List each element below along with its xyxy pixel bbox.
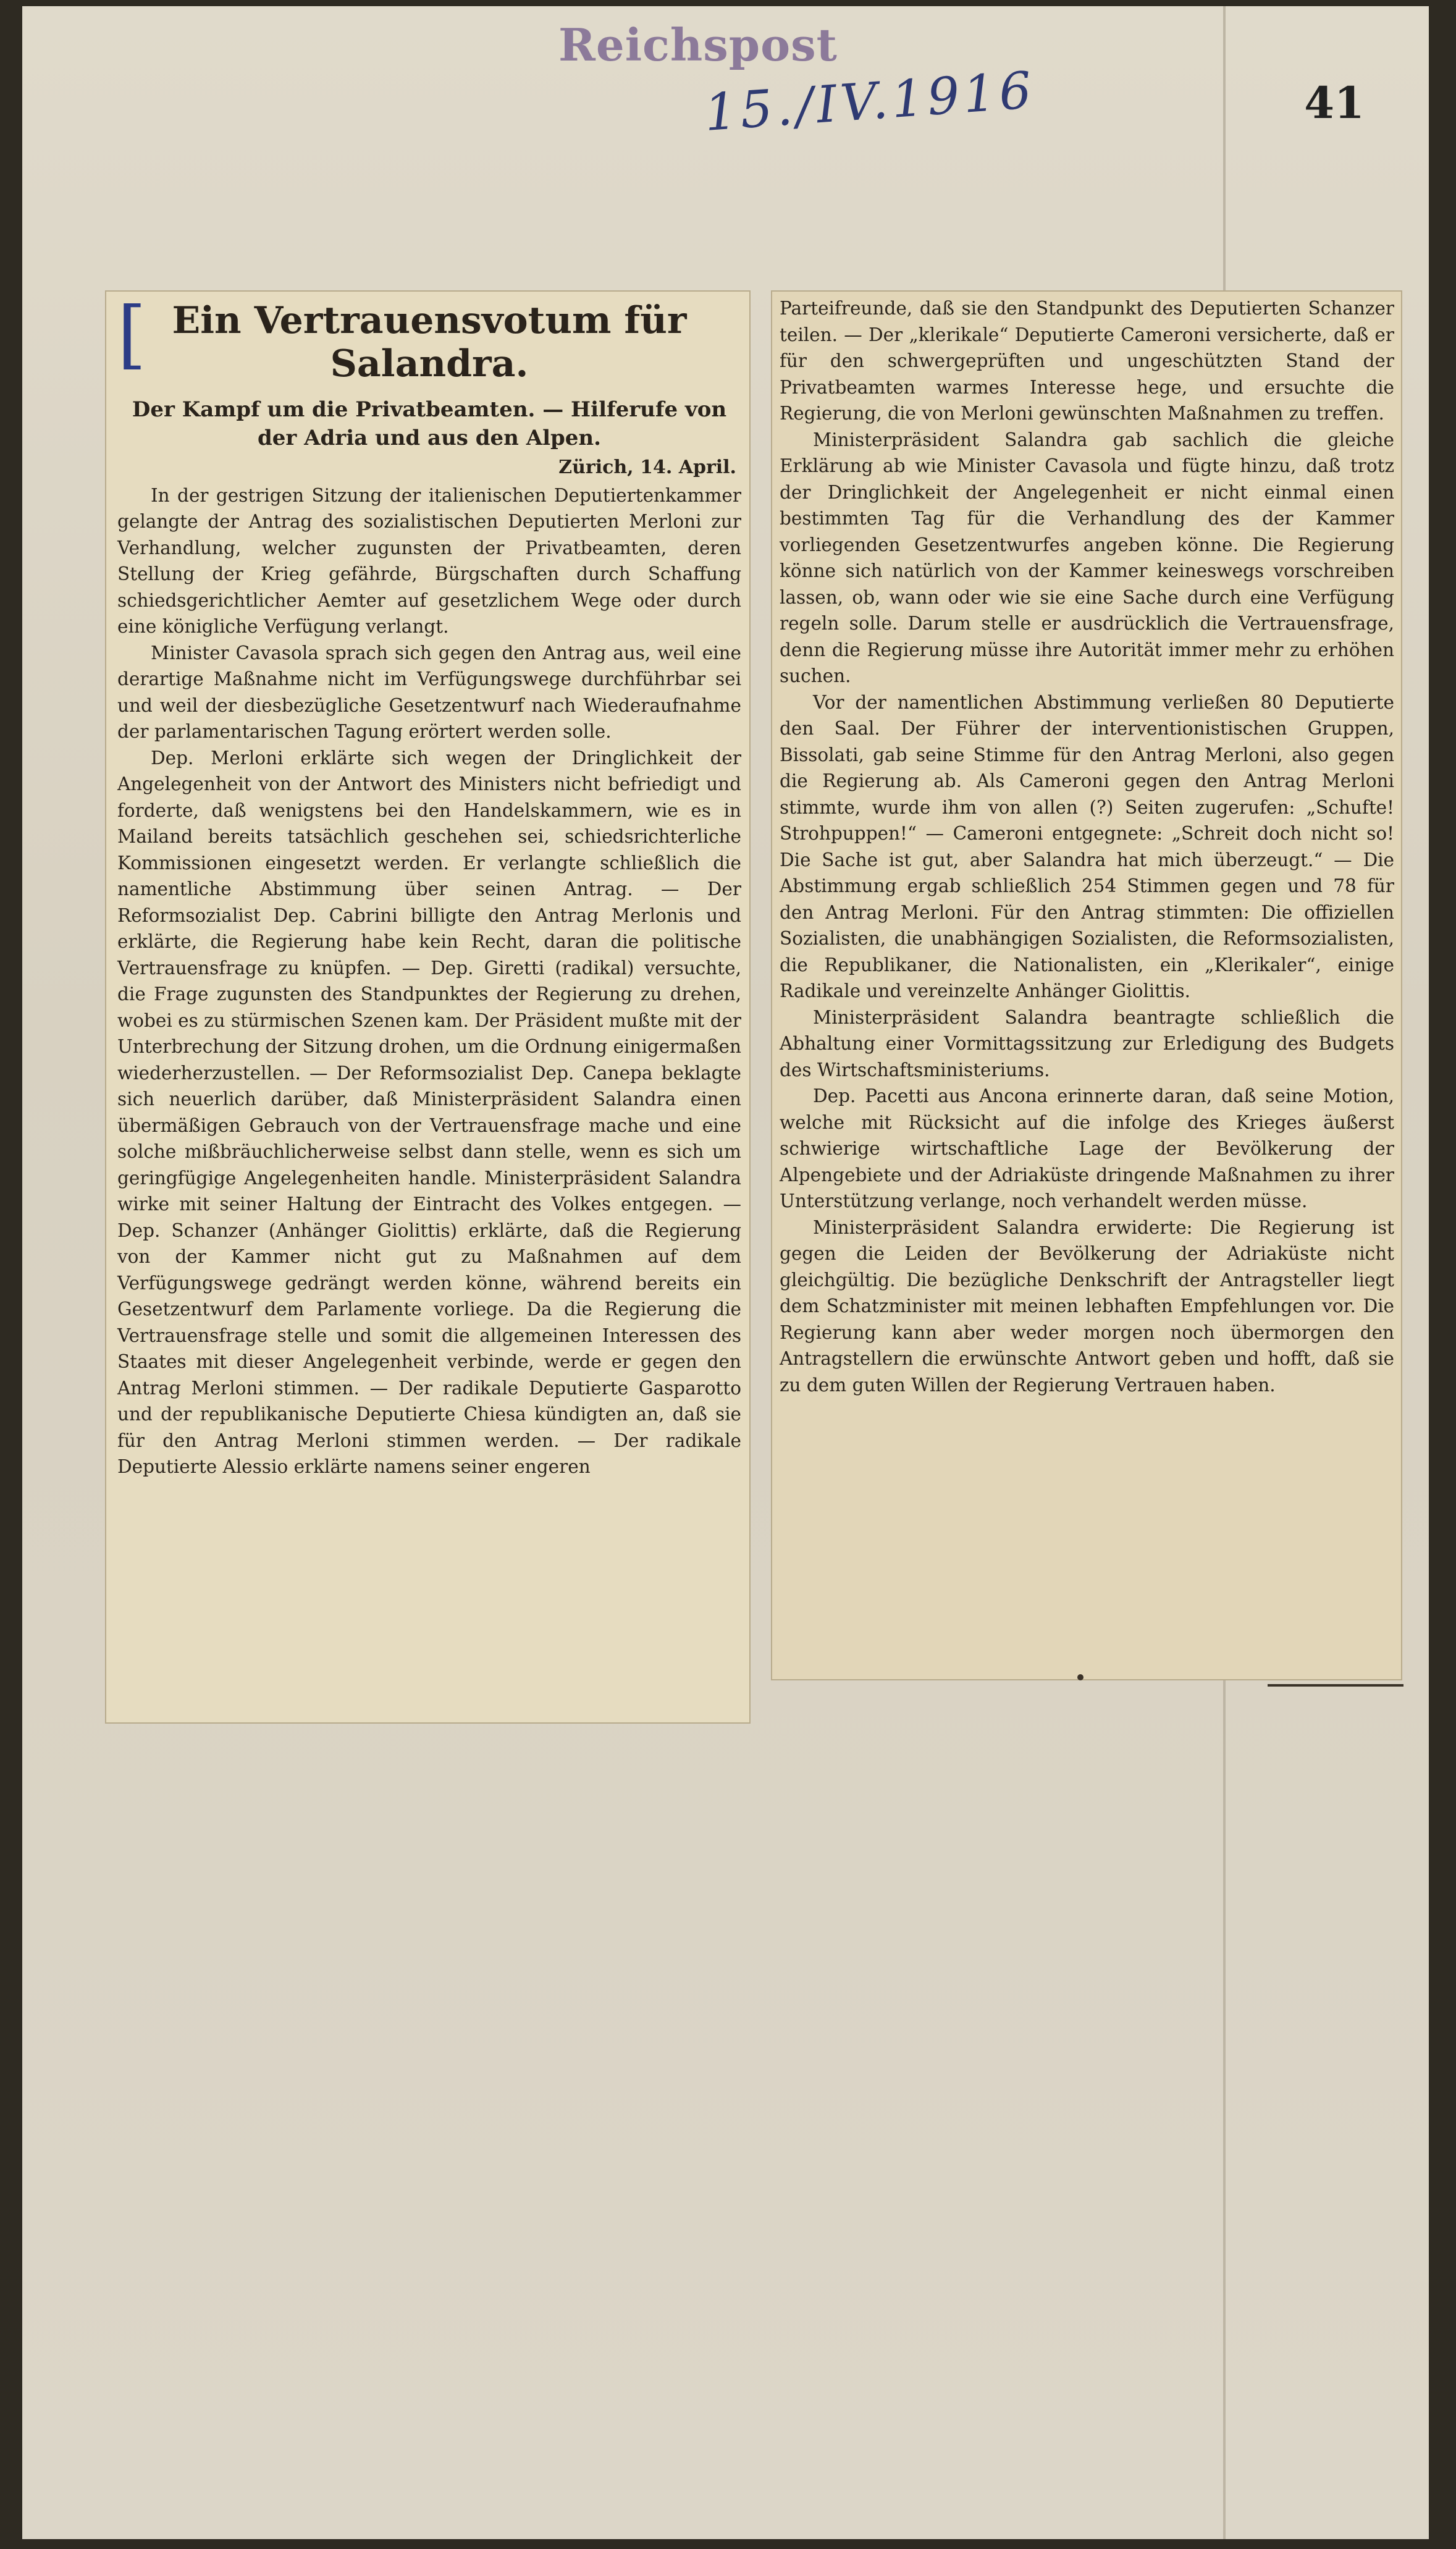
paragraph: Vor der namentlichen Abstimmung verließen 80 Deputierte den Saal. Der Führer der interventionistischen Gruppen, Bissolati, gab seine Stimme für den Antrag Merloni, also gegen die Regierung ab. Als Cameroni gegen den Antrag Merloni stimmte, wurde ihm von allen (?) Seiten zugerufen: „Schufte! Strohpuppen!“ — Cameroni entgegnete: „Schreit doch nicht so! Die Sache ist gut, aber Salandra hat mich überzeugt.“ — Die Abstimmung ergab schließlich 254 Stimmen gegen und 78 für den Antrag Merloni. Für den Antrag stimmten: Die offiziellen Sozialisten, die unabhängigen Sozialisten, die Reformsozialisten, die Republikaner, die Nationalisten, ein „Klerikaler“, einige Radikale und vereinzelte Anhänger Giolittis. bbox=[780, 691, 1394, 1001]
article-left-column bbox=[117, 292, 742, 1480]
headline-line-1: Ein Vertrauensvotum für bbox=[172, 299, 687, 342]
paragraph: Ministerpräsident Salandra beantragte schließlich die Abhaltung einer Vormittagssitzung zur Erledigung des Budgets des Wirtschaftsministeriums. bbox=[780, 1006, 1394, 1081]
paragraph: In der gestrigen Sitzung der italienischen Deputiertenkammer gelangte der Antrag des sozialistischen Deputierten Merloni zur Verhandlung, welcher zugunsten der Privatbeamten, deren Stellung der Krieg gefährde, Bürgschaften durch Schaffung schiedsgerichtlicher Aemter auf gesetzlichem Wege oder durch eine königliche Verfügung verlangt. bbox=[117, 484, 741, 637]
paragraph: Dep. Merloni erklärte sich wegen der Dringlichkeit der Angelegenheit von der Antwort des Ministers nicht befriedigt und forderte, daß wenigstens bei den Handelskammern, wie es in Mailand bereits tatsächlich geschehen sei, schiedsrichterliche Kommissionen eingesetzt werden. Er verlangte schließlich die namentliche Abstimmung über seinen Antrag. — Der Reformsozialist Dep. Cabrini billigte den Antrag Merlonis und erklärte, die Regierung habe kein Recht, daran die politische Vertrauensfrage zu knüpfen. — Dep. Giretti (radikal) versuchte, die Frage zugunsten des Standpunktes der Regierung zu drehen, wobei es zu stürmischen Szenen kam. Der Präsident mußte mit der Unterbrechung der Sitzung drohen, um die Ordnung einigermaßen wiederherzustellen. — Der Reformsozialist Dep. Canepa beklagte sich neuerlich darüber, daß Ministerpräsident Salandra einen übermäßigen Gebrauch von der Vertrauensfrage mache und eine solche mißbräuchlicherweise selbst dann stelle, wenn es sich um geringfügige Angelegenheiten handle. Ministerpräsident Salandra wirke mit seiner Haltung der Eintracht des Volkes entgegen. — Dep. Schanzer (Anhänger Giolittis) erklärte, daß die Regierung von der Kammer nicht gut zu Maßnahmen auf dem Verfügungswege gedrängt werden könne, während bereits ein Gesetzentwurf dem Parlamente vorliege. Da die Regierung die Vertrauensfrage stelle und somit die allgemeinen Interessen des Staates mit dieser Angelegenheit verbinde, werde er gegen den Antrag Merloni stimmen. — Der radikale Deputierte Gasparotto und der republikanische Deputierte Chiesa kündigten an, daß sie für den Antrag Merloni stimmen werden. — Der radikale Deputierte Alessio erklärte namens seiner engeren bbox=[117, 747, 742, 1477]
paragraph: Ministerpräsident Salandra gab sachlich die gleiche Erklärung ab wie Minister Cavasola und fügte hinzu, daß trotz der Dringlichkeit der Angelegenheit er nicht einmal einen bestimmten Tag für die Verhandlung des der Kammer vorliegenden Gesetzentwurfes angeben könne. Die Regierung könne sich natürlich von der Kammer keineswegs vorschreiben lassen, ob, wann oder wie sie eine Sache durch eine Verfügung regeln solle. Darum stelle er ausdrücklich die Vertrauensfrage, denn die Regierung müsse ihre Autorität immer mehr zu erhöhen suchen. bbox=[780, 429, 1394, 686]
headline-line-2: Salandra. bbox=[330, 342, 529, 386]
article-headline bbox=[117, 292, 741, 386]
end-rule bbox=[1268, 1684, 1403, 1687]
article-right-column bbox=[780, 295, 1394, 1398]
paragraph: Minister Cavasola sprach sich gegen den Antrag aus, weil eine derartige Maßnahme nicht im Verfügungswege durchführbar sei und weil der diesbezügliche Gesetzentwurf nach Wiederaufnahme der parlamentarischen Tagung erörtert werden solle. bbox=[117, 642, 741, 742]
pencil-bracket-mark: [ bbox=[117, 292, 146, 377]
page-number: 41 bbox=[1304, 77, 1365, 129]
newspaper-stamp: Reichspost bbox=[558, 19, 838, 71]
paragraph: Ministerpräsident Salandra erwiderte: Die Regierung ist gegen die Leiden der Bevölkerung der Adriaküste nicht gleichgültig. Die bezügliche Denkschrift der Antragsteller liegt dem Schatzminister mit meinen lebhaften Empfehlungen vor. Die Regierung kann aber weder morgen noch übermorgen den Antragstellern die erwünschte Antwort geben und hofft, daß sie zu dem guten Willen der Regierung Vertrauen haben. bbox=[780, 1216, 1394, 1396]
end-mark-dot bbox=[1077, 1674, 1084, 1680]
paragraph: Dep. Pacetti aus Ancona erinnerte daran, daß seine Motion, welche mit Rücksicht auf die infolge des Krieges äußerst schwierige wirtschaftliche Lage der Bevölkerung der Alpengebiete und der Adriaküste dringende Maßnahmen zu ihrer Unterstützung verlange, noch verhandelt werden müsse. bbox=[780, 1085, 1394, 1211]
paragraph: Parteifreunde, daß sie den Standpunkt des Deputierten Schanzer teilen. — Der „klerikale“ Deputierte Cameroni versicherte, daß er für den schwergeprüften und ungeschützten Stand der Privatbeamten warmes Interesse hege, und ersuchte die Regierung, die von Merloni gewünschten Maßnahmen zu treffen. bbox=[780, 298, 1394, 424]
handwritten-date: 15./IV.1916 bbox=[702, 61, 1037, 143]
article-dateline: Zürich, 14. April. bbox=[558, 457, 736, 478]
article-subheadline: Der Kampf um die Privatbeamten. — Hilferufe von der Adria und aus den Alpen. bbox=[132, 397, 727, 450]
